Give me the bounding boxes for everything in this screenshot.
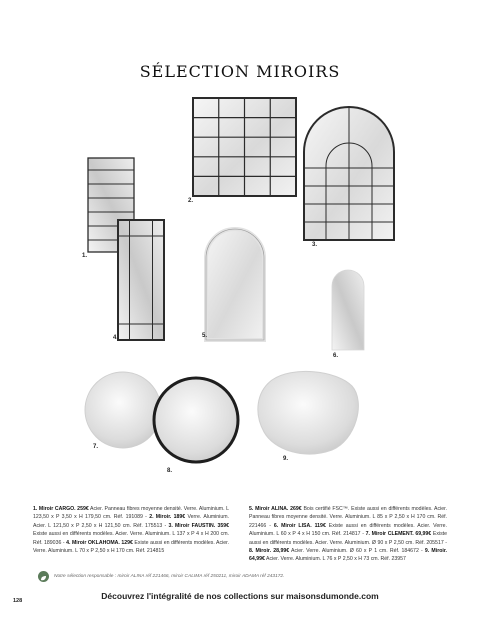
- label-2: 2.: [188, 198, 194, 204]
- product-1-name: 1. Miroir CARGO. 259€: [33, 506, 89, 512]
- eco-note: Notre sélection responsable : miroir ALINA réf 221466, miroir CALIMA réf 250211, miroir ADAMA réf 243172.: [54, 574, 285, 579]
- product-9-text: Acier. Verre. Aluminium. L 76 x P 2,50 x H 73 cm. Réf. 23957: [264, 556, 406, 563]
- mirror-4: [118, 220, 164, 340]
- label-7: 7.: [93, 444, 99, 450]
- label-5: 5.: [202, 333, 208, 339]
- label-1: 1.: [82, 253, 88, 259]
- eco-badge-icon: [38, 571, 49, 582]
- label-6: 6.: [333, 353, 339, 359]
- product-8-text: Acier. Verre. Aluminium. Ø 60 x P 1 cm. Réf. 184672 -: [289, 548, 425, 555]
- label-4: 4.: [113, 335, 119, 341]
- product-2-text: Verre. Aluminium. Acier. L 121,50 x P 2,50 x H 121,50 cm. Réf. 175513 -: [33, 514, 229, 529]
- product-4-name: 4. Miroir OKLAHOMA. 129€: [66, 539, 133, 546]
- page-number: 128: [13, 598, 23, 604]
- product-9-name: 9. Miroir. 64,99€: [249, 548, 447, 563]
- description-left: [33, 505, 229, 555]
- product-6-text: Existe aussi en différents modèles. Acier. Verre. Aluminium. L 60 x P 4 x H 150 cm. Réf. 214817 -: [249, 522, 447, 538]
- mirror-8: [154, 378, 238, 462]
- footer-link[interactable]: Découvrez l'intégralité de nos collections sur maisonsdumonde.com: [101, 591, 379, 601]
- mirror-7: [85, 372, 161, 448]
- product-3-name: 3. Miroir FAUSTIN. 359€: [168, 522, 229, 529]
- label-9: 9.: [283, 456, 289, 462]
- product-5-text: Bois certifié FSC™. Existe aussi en différents modèles. Acier. Panneau fibres moyenne densité. Verre. Aluminium. L 85 x P 2,50 x H 170 cm. Réf. 221466 -: [249, 506, 447, 529]
- mirror-3: [304, 107, 394, 240]
- product-8-name: 8. Miroir. 28,99€: [249, 548, 290, 555]
- product-4-text: Existe aussi en différents modèles. Acier. Verre. Aluminium. L 70 x P 2,50 x H 170 cm. Réf. 214815: [33, 539, 229, 555]
- product-7-text: Existe aussi en différents modèles. Acier. Verre. Aluminium. Ø 90 x P 2,50 cm. Réf. 205517 -: [249, 531, 447, 546]
- page-title: SÉLECTION MIROIRS: [139, 62, 341, 81]
- product-3-text: Existe aussi en différents modèles. Acier. Verre. Aluminium. L 137 x P 4 x H 200 cm. Réf. 189036 -: [33, 531, 229, 546]
- mirror-2: [193, 98, 296, 196]
- product-2-name: 2. Miroir. 189€: [149, 514, 186, 521]
- label-8: 8.: [167, 468, 173, 474]
- product-6-name: 6. Miroir LISA. 119€: [273, 522, 326, 529]
- mirror-5: [206, 229, 264, 340]
- mirror-9: [258, 371, 359, 454]
- mirror-6: [332, 270, 364, 350]
- label-3: 3.: [312, 242, 318, 248]
- description-right: [249, 505, 447, 564]
- product-7-name: 7. Miroir CLEMENT. 69,99€: [365, 531, 432, 538]
- product-1-text: Acier. Panneau fibres moyenne densité. Verre. Aluminium. L 123,50 x P 3,50 x H 179,50 cm. Réf. 191089 -: [33, 506, 229, 521]
- product-5-name: 5. Miroir ALINA. 269€: [249, 506, 302, 512]
